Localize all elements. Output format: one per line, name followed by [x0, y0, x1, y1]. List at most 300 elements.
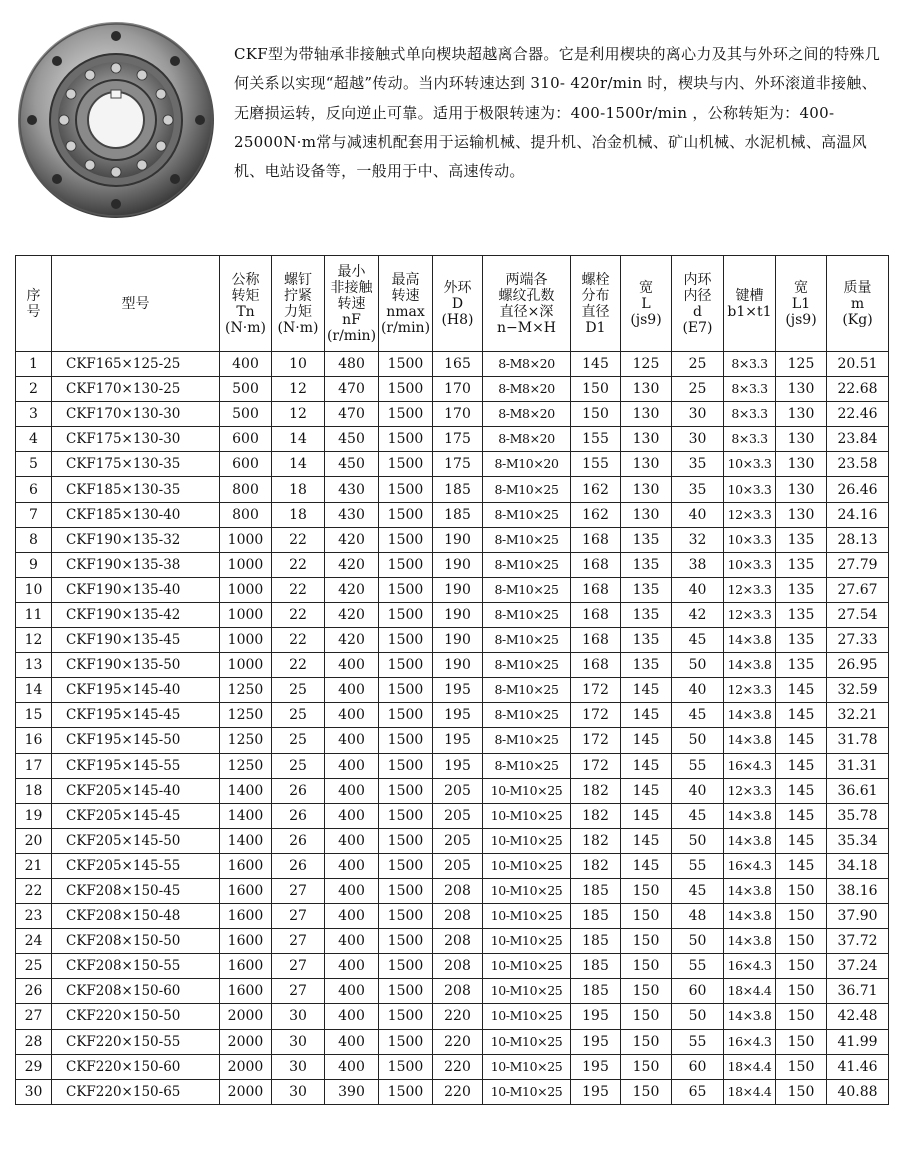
cell-width-l: 130	[621, 502, 672, 527]
cell-inner-d: 38	[672, 552, 724, 577]
cell-thread-holes: 8-M10×25	[483, 653, 571, 678]
cell-inner-d: 60	[672, 1054, 724, 1079]
cell-model: CKF165×125-25	[52, 352, 220, 377]
cell-width-l: 150	[621, 878, 672, 903]
table-row	[16, 1004, 889, 1029]
cell-outer-d: 175	[433, 452, 483, 477]
cell-mass: 37.90	[827, 904, 889, 929]
cell-width-l: 150	[621, 929, 672, 954]
cell-screw-torque: 14	[272, 427, 325, 452]
cell-bolt-circle: 145	[571, 352, 621, 377]
table-row	[16, 602, 889, 627]
cell-keyway: 12×3.3	[724, 502, 776, 527]
cell-no: 21	[16, 853, 52, 878]
cell-width-l: 130	[621, 452, 672, 477]
cell-min-speed: 420	[325, 552, 379, 577]
cell-max-speed: 1500	[379, 352, 433, 377]
table-row	[16, 728, 889, 753]
cell-min-speed: 430	[325, 502, 379, 527]
cell-screw-torque: 26	[272, 778, 325, 803]
cell-keyway: 10×3.3	[724, 452, 776, 477]
cell-width-l1: 150	[776, 979, 827, 1004]
cell-nominal-torque: 1000	[220, 552, 272, 577]
cell-nominal-torque: 1000	[220, 577, 272, 602]
cell-width-l: 145	[621, 778, 672, 803]
table-row	[16, 954, 889, 979]
cell-no: 11	[16, 602, 52, 627]
cell-max-speed: 1500	[379, 527, 433, 552]
cell-bolt-circle: 185	[571, 904, 621, 929]
cell-bolt-circle: 185	[571, 878, 621, 903]
cell-max-speed: 1500	[379, 904, 433, 929]
cell-bolt-circle: 182	[571, 778, 621, 803]
cell-width-l: 145	[621, 753, 672, 778]
cell-keyway: 12×3.3	[724, 577, 776, 602]
cell-outer-d: 190	[433, 527, 483, 552]
cell-min-speed: 400	[325, 904, 379, 929]
cell-bolt-circle: 182	[571, 853, 621, 878]
table-header-row	[16, 256, 889, 352]
cell-thread-holes: 8-M8×20	[483, 402, 571, 427]
cell-no: 23	[16, 904, 52, 929]
cell-max-speed: 1500	[379, 452, 433, 477]
cell-model: CKF185×130-35	[52, 477, 220, 502]
cell-nominal-torque: 2000	[220, 1054, 272, 1079]
cell-min-speed: 400	[325, 878, 379, 903]
cell-min-speed: 400	[325, 1054, 379, 1079]
cell-width-l: 150	[621, 904, 672, 929]
cell-keyway: 18×4.4	[724, 979, 776, 1004]
cell-max-speed: 1500	[379, 602, 433, 627]
cell-thread-holes: 8-M10×25	[483, 728, 571, 753]
cell-width-l1: 135	[776, 628, 827, 653]
cell-screw-torque: 26	[272, 853, 325, 878]
cell-thread-holes: 8-M10×25	[483, 753, 571, 778]
table-row	[16, 703, 889, 728]
cell-bolt-circle: 168	[571, 653, 621, 678]
table-row	[16, 929, 889, 954]
cell-bolt-circle: 168	[571, 577, 621, 602]
cell-thread-holes: 10-M10×25	[483, 1054, 571, 1079]
cell-width-l1: 150	[776, 954, 827, 979]
cell-bolt-circle: 155	[571, 427, 621, 452]
cell-width-l1: 130	[776, 502, 827, 527]
cell-no: 10	[16, 577, 52, 602]
cell-no: 6	[16, 477, 52, 502]
cell-keyway: 12×3.3	[724, 778, 776, 803]
cell-outer-d: 208	[433, 904, 483, 929]
cell-mass: 31.31	[827, 753, 889, 778]
cell-width-l: 145	[621, 853, 672, 878]
cell-thread-holes: 10-M10×25	[483, 929, 571, 954]
cell-no: 25	[16, 954, 52, 979]
cell-bolt-circle: 182	[571, 828, 621, 853]
cell-thread-holes: 8-M10×25	[483, 703, 571, 728]
cell-inner-d: 40	[672, 502, 724, 527]
cell-mass: 32.59	[827, 678, 889, 703]
cell-width-l1: 135	[776, 577, 827, 602]
cell-keyway: 14×3.8	[724, 929, 776, 954]
header-model: 型号	[52, 256, 220, 352]
cell-outer-d: 208	[433, 929, 483, 954]
cell-max-speed: 1500	[379, 778, 433, 803]
header-nominal-torque: 公称 转矩 Tn (N·m)	[220, 256, 272, 352]
table-body	[16, 352, 889, 1105]
cell-width-l: 135	[621, 527, 672, 552]
cell-model: CKF195×145-40	[52, 678, 220, 703]
cell-inner-d: 60	[672, 979, 724, 1004]
cell-screw-torque: 27	[272, 929, 325, 954]
cell-screw-torque: 25	[272, 753, 325, 778]
cell-max-speed: 1500	[379, 728, 433, 753]
cell-thread-holes: 10-M10×25	[483, 803, 571, 828]
cell-inner-d: 30	[672, 427, 724, 452]
cell-no: 20	[16, 828, 52, 853]
cell-width-l: 145	[621, 728, 672, 753]
cell-keyway: 18×4.4	[724, 1054, 776, 1079]
cell-keyway: 14×3.8	[724, 703, 776, 728]
cell-inner-d: 25	[672, 352, 724, 377]
cell-width-l1: 145	[776, 703, 827, 728]
cell-model: CKF208×150-60	[52, 979, 220, 1004]
cell-max-speed: 1500	[379, 1054, 433, 1079]
cell-max-speed: 1500	[379, 703, 433, 728]
cell-mass: 34.18	[827, 853, 889, 878]
cell-outer-d: 190	[433, 577, 483, 602]
cell-keyway: 8×3.3	[724, 402, 776, 427]
cell-screw-torque: 22	[272, 602, 325, 627]
cell-outer-d: 175	[433, 427, 483, 452]
cell-no: 5	[16, 452, 52, 477]
cell-bolt-circle: 172	[571, 753, 621, 778]
cell-model: CKF175×130-35	[52, 452, 220, 477]
cell-screw-torque: 26	[272, 803, 325, 828]
cell-model: CKF208×150-48	[52, 904, 220, 929]
cell-mass: 20.51	[827, 352, 889, 377]
cell-width-l1: 145	[776, 728, 827, 753]
cell-bolt-circle: 155	[571, 452, 621, 477]
cell-outer-d: 190	[433, 628, 483, 653]
cell-inner-d: 30	[672, 402, 724, 427]
cell-thread-holes: 10-M10×25	[483, 853, 571, 878]
cell-min-speed: 400	[325, 979, 379, 1004]
cell-bolt-circle: 185	[571, 954, 621, 979]
cell-nominal-torque: 1250	[220, 753, 272, 778]
cell-inner-d: 65	[672, 1079, 724, 1104]
cell-inner-d: 40	[672, 577, 724, 602]
cell-screw-torque: 30	[272, 1079, 325, 1104]
cell-min-speed: 450	[325, 427, 379, 452]
cell-bolt-circle: 150	[571, 402, 621, 427]
cell-no: 4	[16, 427, 52, 452]
cell-width-l: 135	[621, 552, 672, 577]
cell-outer-d: 195	[433, 678, 483, 703]
cell-model: CKF190×135-40	[52, 577, 220, 602]
cell-width-l1: 130	[776, 377, 827, 402]
cell-width-l: 130	[621, 377, 672, 402]
table-row	[16, 402, 889, 427]
cell-nominal-torque: 1250	[220, 703, 272, 728]
cell-bolt-circle: 150	[571, 377, 621, 402]
cell-no: 29	[16, 1054, 52, 1079]
cell-max-speed: 1500	[379, 552, 433, 577]
cell-outer-d: 190	[433, 552, 483, 577]
cell-inner-d: 45	[672, 878, 724, 903]
cell-min-speed: 390	[325, 1079, 379, 1104]
cell-model: CKF220×150-60	[52, 1054, 220, 1079]
cell-nominal-torque: 1600	[220, 979, 272, 1004]
cell-nominal-torque: 1400	[220, 828, 272, 853]
cell-inner-d: 55	[672, 1029, 724, 1054]
cell-width-l1: 150	[776, 1054, 827, 1079]
cell-thread-holes: 10-M10×25	[483, 954, 571, 979]
cell-min-speed: 450	[325, 452, 379, 477]
cell-screw-torque: 18	[272, 477, 325, 502]
cell-screw-torque: 22	[272, 552, 325, 577]
cell-inner-d: 35	[672, 477, 724, 502]
cell-min-speed: 400	[325, 653, 379, 678]
cell-width-l1: 150	[776, 929, 827, 954]
cell-width-l1: 135	[776, 653, 827, 678]
cell-thread-holes: 8-M10×25	[483, 678, 571, 703]
cell-min-speed: 420	[325, 628, 379, 653]
cell-screw-torque: 25	[272, 728, 325, 753]
cell-bolt-circle: 168	[571, 602, 621, 627]
cell-keyway: 10×3.3	[724, 477, 776, 502]
cell-model: CKF220×150-65	[52, 1079, 220, 1104]
table-row	[16, 753, 889, 778]
cell-thread-holes: 8-M10×25	[483, 628, 571, 653]
cell-nominal-torque: 1000	[220, 527, 272, 552]
cell-nominal-torque: 1000	[220, 602, 272, 627]
cell-max-speed: 1500	[379, 853, 433, 878]
cell-min-speed: 400	[325, 753, 379, 778]
cell-keyway: 16×4.3	[724, 1029, 776, 1054]
cell-mass: 37.24	[827, 954, 889, 979]
cell-width-l1: 150	[776, 878, 827, 903]
cell-nominal-torque: 1600	[220, 929, 272, 954]
cell-bolt-circle: 162	[571, 502, 621, 527]
cell-mass: 27.67	[827, 577, 889, 602]
cell-thread-holes: 10-M10×25	[483, 828, 571, 853]
cell-bolt-circle: 172	[571, 678, 621, 703]
cell-nominal-torque: 500	[220, 377, 272, 402]
cell-mass: 22.46	[827, 402, 889, 427]
cell-mass: 36.61	[827, 778, 889, 803]
cell-width-l1: 130	[776, 402, 827, 427]
cell-no: 2	[16, 377, 52, 402]
header-width-l1: 宽 L1 (js9)	[776, 256, 827, 352]
cell-no: 3	[16, 402, 52, 427]
cell-width-l: 130	[621, 427, 672, 452]
cell-nominal-torque: 600	[220, 427, 272, 452]
cell-screw-torque: 22	[272, 653, 325, 678]
cell-outer-d: 205	[433, 778, 483, 803]
cell-width-l1: 150	[776, 1029, 827, 1054]
cell-thread-holes: 8-M10×25	[483, 477, 571, 502]
cell-min-speed: 400	[325, 678, 379, 703]
cell-model: CKF190×135-38	[52, 552, 220, 577]
cell-screw-torque: 18	[272, 502, 325, 527]
cell-thread-holes: 8-M10×25	[483, 527, 571, 552]
cell-mass: 36.71	[827, 979, 889, 1004]
cell-mass: 23.58	[827, 452, 889, 477]
cell-thread-holes: 8-M10×25	[483, 552, 571, 577]
cell-keyway: 8×3.3	[724, 352, 776, 377]
cell-keyway: 14×3.8	[724, 878, 776, 903]
cell-screw-torque: 30	[272, 1054, 325, 1079]
cell-screw-torque: 27	[272, 954, 325, 979]
cell-outer-d: 220	[433, 1029, 483, 1054]
table-row	[16, 452, 889, 477]
table-row	[16, 628, 889, 653]
cell-bolt-circle: 168	[571, 628, 621, 653]
header-bolt-circle-d1: 螺栓 分布 直径 D1	[571, 256, 621, 352]
cell-max-speed: 1500	[379, 828, 433, 853]
cell-keyway: 12×3.3	[724, 602, 776, 627]
cell-min-speed: 470	[325, 402, 379, 427]
cell-mass: 35.78	[827, 803, 889, 828]
cell-inner-d: 50	[672, 828, 724, 853]
cell-width-l: 145	[621, 803, 672, 828]
cell-width-l: 150	[621, 1029, 672, 1054]
cell-mass: 41.99	[827, 1029, 889, 1054]
cell-width-l: 150	[621, 979, 672, 1004]
cell-inner-d: 45	[672, 628, 724, 653]
cell-width-l1: 145	[776, 753, 827, 778]
table-row	[16, 352, 889, 377]
cell-keyway: 10×3.3	[724, 527, 776, 552]
cell-nominal-torque: 1400	[220, 803, 272, 828]
cell-keyway: 16×4.3	[724, 753, 776, 778]
cell-model: CKF190×135-42	[52, 602, 220, 627]
cell-no: 30	[16, 1079, 52, 1104]
cell-inner-d: 40	[672, 678, 724, 703]
cell-inner-d: 48	[672, 904, 724, 929]
cell-width-l: 135	[621, 628, 672, 653]
cell-model: CKF175×130-30	[52, 427, 220, 452]
cell-nominal-torque: 1000	[220, 628, 272, 653]
cell-bolt-circle: 185	[571, 929, 621, 954]
cell-thread-holes: 8-M10×25	[483, 502, 571, 527]
cell-max-speed: 1500	[379, 954, 433, 979]
cell-max-speed: 1500	[379, 979, 433, 1004]
cell-inner-d: 32	[672, 527, 724, 552]
cell-width-l1: 150	[776, 904, 827, 929]
header-inner-bore-d: 内环 内径 d (E7)	[672, 256, 724, 352]
cell-screw-torque: 26	[272, 828, 325, 853]
table-row	[16, 577, 889, 602]
cell-outer-d: 190	[433, 653, 483, 678]
cell-min-speed: 480	[325, 352, 379, 377]
cell-width-l1: 135	[776, 527, 827, 552]
cell-inner-d: 50	[672, 728, 724, 753]
cell-bolt-circle: 195	[571, 1079, 621, 1104]
cell-model: CKF190×135-32	[52, 527, 220, 552]
header-mass: 质量 m (Kg)	[827, 256, 889, 352]
cell-model: CKF205×145-55	[52, 853, 220, 878]
cell-no: 14	[16, 678, 52, 703]
header-no: 序 号	[16, 256, 52, 352]
cell-width-l: 125	[621, 352, 672, 377]
cell-bolt-circle: 172	[571, 703, 621, 728]
cell-outer-d: 205	[433, 853, 483, 878]
cell-outer-d: 170	[433, 402, 483, 427]
cell-no: 26	[16, 979, 52, 1004]
cell-max-speed: 1500	[379, 653, 433, 678]
cell-thread-holes: 8-M10×20	[483, 452, 571, 477]
cell-width-l1: 130	[776, 477, 827, 502]
cell-width-l: 145	[621, 678, 672, 703]
cell-keyway: 14×3.8	[724, 904, 776, 929]
cell-outer-d: 170	[433, 377, 483, 402]
table-row	[16, 653, 889, 678]
cell-bolt-circle: 195	[571, 1029, 621, 1054]
cell-no: 17	[16, 753, 52, 778]
cell-outer-d: 195	[433, 753, 483, 778]
cell-inner-d: 45	[672, 703, 724, 728]
cell-mass: 38.16	[827, 878, 889, 903]
cell-width-l1: 130	[776, 427, 827, 452]
cell-keyway: 8×3.3	[724, 427, 776, 452]
cell-max-speed: 1500	[379, 402, 433, 427]
cell-no: 19	[16, 803, 52, 828]
cell-nominal-torque: 1600	[220, 853, 272, 878]
cell-nominal-torque: 800	[220, 477, 272, 502]
cell-max-speed: 1500	[379, 1004, 433, 1029]
cell-max-speed: 1500	[379, 1029, 433, 1054]
cell-model: CKF190×135-45	[52, 628, 220, 653]
cell-thread-holes: 10-M10×25	[483, 904, 571, 929]
cell-width-l1: 150	[776, 1004, 827, 1029]
header-screw-torque: 螺钉 拧紧 力矩 (N·m)	[272, 256, 325, 352]
table-row	[16, 377, 889, 402]
cell-mass: 32.21	[827, 703, 889, 728]
cell-outer-d: 185	[433, 502, 483, 527]
cell-inner-d: 50	[672, 653, 724, 678]
cell-bolt-circle: 172	[571, 728, 621, 753]
cell-keyway: 16×4.3	[724, 853, 776, 878]
cell-bolt-circle: 168	[571, 527, 621, 552]
cell-keyway: 14×3.8	[724, 803, 776, 828]
cell-max-speed: 1500	[379, 427, 433, 452]
cell-mass: 31.78	[827, 728, 889, 753]
cell-no: 1	[16, 352, 52, 377]
table-row	[16, 477, 889, 502]
header-width-l: 宽 L (js9)	[621, 256, 672, 352]
cell-width-l1: 145	[776, 678, 827, 703]
cell-no: 8	[16, 527, 52, 552]
header-max-speed: 最高 转速 nmax (r/min)	[379, 256, 433, 352]
cell-inner-d: 40	[672, 778, 724, 803]
cell-min-speed: 400	[325, 778, 379, 803]
cell-screw-torque: 25	[272, 703, 325, 728]
cell-width-l: 135	[621, 653, 672, 678]
cell-width-l: 145	[621, 703, 672, 728]
cell-outer-d: 195	[433, 703, 483, 728]
cell-width-l: 150	[621, 954, 672, 979]
cell-nominal-torque: 1600	[220, 904, 272, 929]
cell-thread-holes: 8-M8×20	[483, 377, 571, 402]
cell-width-l1: 145	[776, 853, 827, 878]
header-thread-holes: 两端各 螺纹孔数 直径×深 n−M×H	[483, 256, 571, 352]
cell-nominal-torque: 600	[220, 452, 272, 477]
cell-model: CKF205×145-40	[52, 778, 220, 803]
cell-no: 13	[16, 653, 52, 678]
cell-screw-torque: 14	[272, 452, 325, 477]
table-row	[16, 678, 889, 703]
cell-screw-torque: 12	[272, 402, 325, 427]
